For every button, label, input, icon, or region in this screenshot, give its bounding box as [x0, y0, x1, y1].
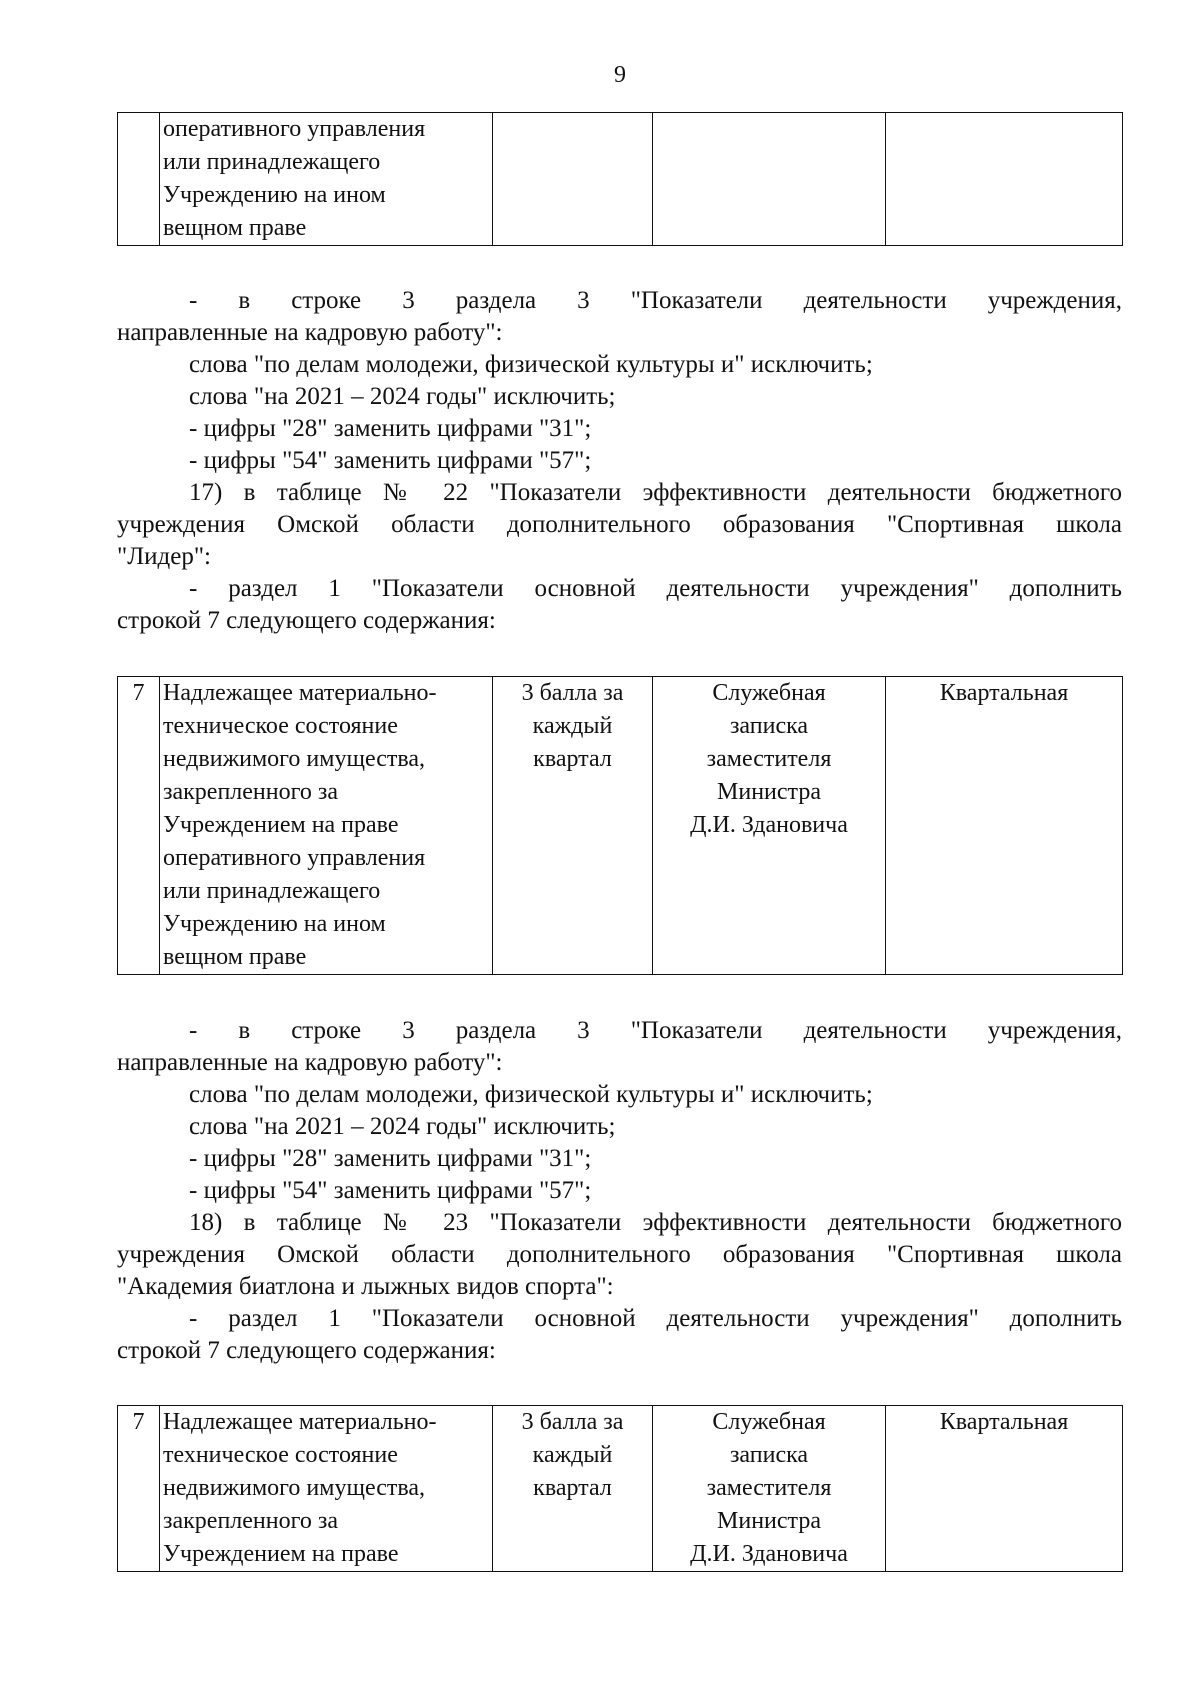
- indicator-cell: [160, 113, 493, 246]
- points-line: 3 балла за: [521, 680, 624, 706]
- indicator-line: закрепленного за: [163, 779, 338, 805]
- paragraph-line: слова "по делам молодежи, физической культуры и" исключить;: [189, 351, 873, 378]
- paragraph-line: - цифры "28" заменить цифрами "31";: [189, 415, 592, 442]
- points-cell: [493, 1406, 653, 1572]
- section-b: [117, 1015, 1122, 1367]
- points-line: квартал: [533, 746, 612, 772]
- source-line: заместителя: [706, 1475, 832, 1501]
- paragraph-line: "Академия биатлона и лыжных видов спорта":: [117, 1273, 614, 1300]
- indicator-line: Учреждению на ином: [163, 911, 386, 937]
- paragraph-line: направленные на кадровую работу":: [117, 1049, 503, 1076]
- paragraph-line: - цифры "28" заменить цифрами "31";: [189, 1145, 592, 1172]
- paragraph-line: "Лидер":: [117, 543, 212, 570]
- points-cell: [493, 113, 653, 246]
- table-row: [118, 677, 1123, 975]
- paragraph-line: 18) в таблице № 23 "Показатели эффективности деятельности бюджетного: [189, 1209, 1122, 1236]
- indicator-cell: [160, 1406, 493, 1572]
- source-line: заместителя: [706, 746, 832, 772]
- row-number-cell: [118, 113, 160, 246]
- source-line: записка: [729, 713, 809, 739]
- source-line: Министра: [717, 1508, 821, 1534]
- indicator-line: Учреждением на праве: [163, 1541, 399, 1567]
- paragraph-line: слова "на 2021 – 2024 годы" исключить;: [189, 383, 616, 410]
- paragraph-line: - цифры "54" заменить цифрами "57";: [189, 1177, 592, 1204]
- points-line: каждый: [532, 1442, 613, 1468]
- source-cell: [653, 677, 886, 975]
- source-line: Д.И. Здановича: [690, 1541, 848, 1567]
- paragraph-line: - раздел 1 "Показатели основной деятельности учреждения" дополнить: [189, 575, 1122, 602]
- indicator-line: недвижимого имущества,: [163, 746, 425, 772]
- points-line: 3 балла за: [521, 1409, 624, 1435]
- page-number: 9: [614, 62, 626, 88]
- points-cell: [493, 677, 653, 975]
- source-cell: [653, 113, 886, 246]
- paragraph-line: 17) в таблице № 22 "Показатели эффективности деятельности бюджетного: [189, 479, 1122, 506]
- table-bottom: [117, 1405, 1123, 1572]
- source-cell: [653, 1406, 886, 1572]
- paragraph-line: направленные на кадровую работу":: [117, 319, 503, 346]
- paragraph-line: строкой 7 следующего содержания:: [117, 1337, 496, 1364]
- paragraph-line: - в строке 3 раздела 3 "Показатели деятельности учреждения,: [189, 287, 1122, 314]
- points-line: квартал: [533, 1475, 612, 1501]
- period-cell: Квартальная: [886, 677, 1123, 975]
- paragraph-line: - цифры "54" заменить цифрами "57";: [189, 447, 592, 474]
- section-a: [117, 285, 1122, 637]
- indicator-line: оперативного управления: [163, 845, 426, 871]
- table-row: [118, 113, 1123, 246]
- source-line: Служебная: [712, 1409, 826, 1435]
- paragraph-line: учреждения Омской области дополнительного образования "Спортивная школа: [117, 1241, 1122, 1268]
- indicator-line: закрепленного за: [163, 1508, 338, 1534]
- indicator-line: техническое состояние: [163, 713, 398, 739]
- indicator-line: Надлежащее материально-: [163, 1409, 437, 1435]
- indicator-line: недвижимого имущества,: [163, 1475, 425, 1501]
- source-line: Д.И. Здановича: [690, 812, 848, 838]
- table-top: [117, 112, 1123, 246]
- source-line: Министра: [717, 779, 821, 805]
- points-line: каждый: [532, 713, 613, 739]
- indicator-line: оперативного управления: [163, 116, 426, 142]
- source-line: Служебная: [712, 680, 826, 706]
- indicator-line: техническое состояние: [163, 1442, 398, 1468]
- indicator-line: или принадлежащего: [163, 149, 381, 175]
- indicator-line: вещном праве: [163, 944, 307, 970]
- paragraph-line: - в строке 3 раздела 3 "Показатели деятельности учреждения,: [189, 1017, 1122, 1044]
- row-number-cell: 7: [118, 677, 160, 975]
- paragraph-line: строкой 7 следующего содержания:: [117, 607, 496, 634]
- table-mid: [117, 676, 1123, 975]
- source-line: записка: [729, 1442, 809, 1468]
- indicator-line: Надлежащее материально-: [163, 680, 437, 706]
- indicator-line: вещном праве: [163, 215, 307, 241]
- indicator-line: Учреждением на праве: [163, 812, 399, 838]
- indicator-line: или принадлежащего: [163, 878, 381, 904]
- row-number-cell: 7: [118, 1406, 160, 1572]
- paragraph-line: слова "на 2021 – 2024 годы" исключить;: [189, 1113, 616, 1140]
- paragraph-line: учреждения Омской области дополнительного образования "Спортивная школа: [117, 511, 1122, 538]
- indicator-line: Учреждению на ином: [163, 182, 386, 208]
- indicator-cell: [160, 677, 493, 975]
- paragraph-line: - раздел 1 "Показатели основной деятельности учреждения" дополнить: [189, 1305, 1122, 1332]
- period-cell: [886, 113, 1123, 246]
- period-cell: Квартальная: [886, 1406, 1123, 1572]
- paragraph-line: слова "по делам молодежи, физической культуры и" исключить;: [189, 1081, 873, 1108]
- table-row: [118, 1406, 1123, 1572]
